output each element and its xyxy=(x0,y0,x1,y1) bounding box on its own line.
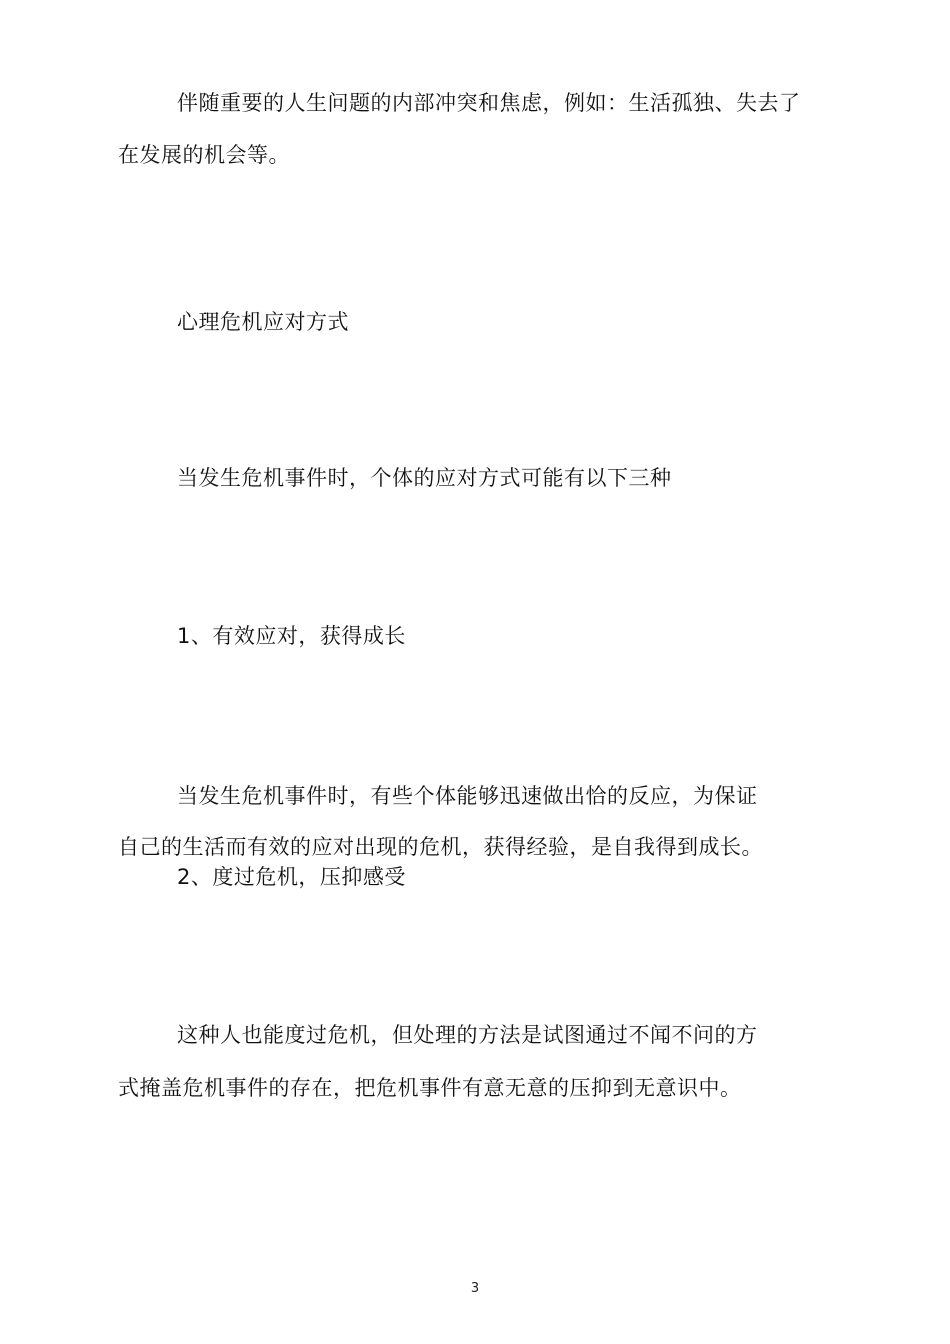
item-2-body-line-1: 这种人也能度过危机，但处理的方法是试图通过不闻不问的方 xyxy=(177,1023,758,1047)
intro-paragraph: 当发生危机事件时，个体的应对方式可能有以下三种 xyxy=(177,466,672,490)
section-heading-coping: 心理危机应对方式 xyxy=(177,310,349,334)
page-number: 3 xyxy=(470,1281,480,1296)
item-1-body-line-2: 自己的生活而有效的应对出现的危机，获得经验，是自我得到成长。 xyxy=(118,835,763,859)
paragraph-1-line-2: 在发展的机会等。 xyxy=(118,143,290,167)
item-2-heading: 2、度过危机，压抑感受 xyxy=(177,865,406,889)
item-1-body-line-1: 当发生危机事件时，有些个体能够迅速做出恰的反应，为保证 xyxy=(177,784,758,808)
item-1-heading: 1、有效应对，获得成长 xyxy=(177,624,406,648)
item-2-body-line-2: 式掩盖危机事件的存在，把危机事件有意无意的压抑到无意识中。 xyxy=(118,1076,742,1100)
paragraph-1-line-1: 伴随重要的人生问题的内部冲突和焦虑，例如：生活孤独、失去了 xyxy=(177,91,801,115)
